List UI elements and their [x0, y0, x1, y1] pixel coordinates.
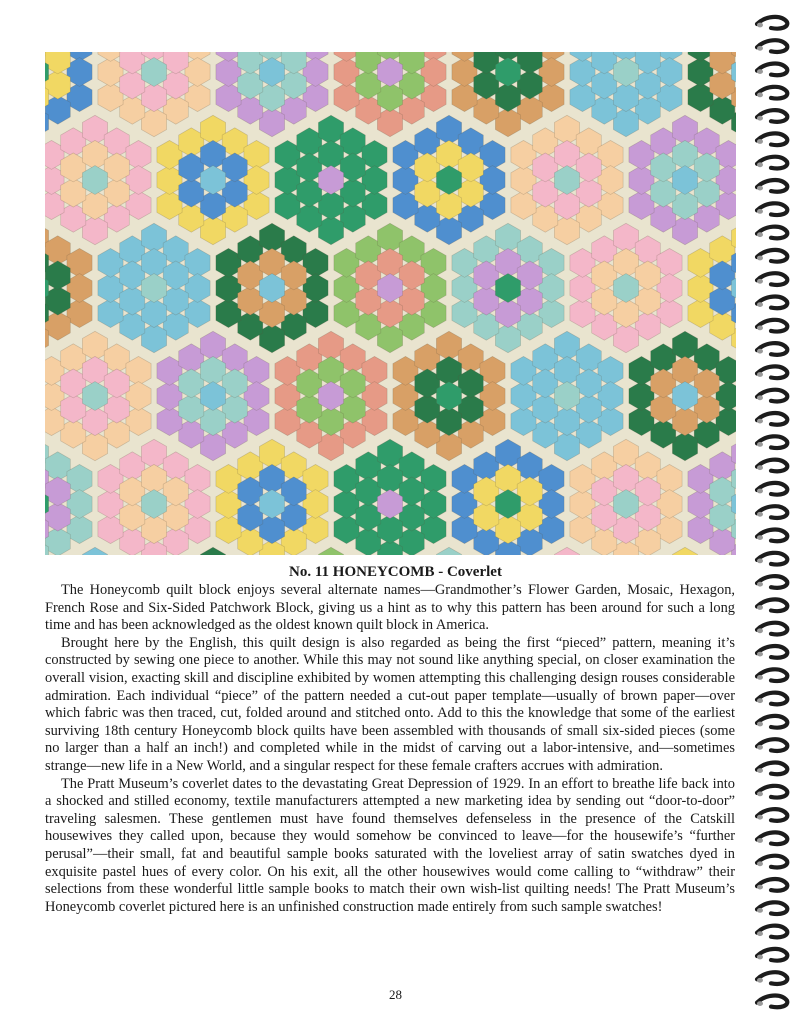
binding-hole: [757, 559, 763, 564]
binding-hole: [757, 372, 763, 377]
binding-hole: [757, 815, 763, 820]
binding-hole: [757, 768, 763, 773]
binding-hole: [757, 978, 763, 983]
binding-hole: [757, 722, 763, 727]
paragraph-history: Brought here by the English, this quilt design is also regarded as being the first “pieced” pattern, meaning it’s constructed by sewing one piece to another. While this may not sound like anything special, on closer examination the overall vision, exacting skill and discipline exhibited by women attempting this challenging design rouses considerable admiration. Each individual “piece” of the pattern needed a cut-out paper template—usually of brown paper—over which fabric was then traced, cut, folded around and stitched onto. Add to this the knowledge that some of the earliest surviving 18th century Honeycomb block quilts have been assembled with thousands of small six-sided pieces (some no larger than a half an inch!) and completed while in the midst of carving out a labor-intensive, and—sometimes strange—new life in a New World, and a singular respect for these female crafters accrues with admiration.: [45, 634, 735, 774]
binding-hole: [757, 93, 763, 98]
binding-hole: [757, 652, 763, 657]
binding-hole: [757, 395, 763, 400]
binding-hole: [757, 675, 763, 680]
article-body: [45, 582, 735, 916]
binding-hole: [757, 465, 763, 470]
binding-hole: [757, 349, 763, 354]
binding-hole: [757, 605, 763, 610]
photo-caption: No. 11 HONEYCOMB - Coverlet: [289, 564, 502, 580]
binding-hole: [757, 232, 763, 237]
page-number: 28: [389, 987, 402, 1002]
binding-hole: [757, 1001, 763, 1006]
binding-hole: [757, 162, 763, 167]
binding-hole: [757, 535, 763, 540]
binding-hole: [757, 931, 763, 936]
binding-hole: [757, 116, 763, 121]
spiral-binding-icon: [751, 0, 791, 1023]
quilt-pattern-image: [45, 52, 736, 555]
honeycomb-quilt-photo: [45, 52, 736, 555]
paragraph-intro: The Honeycomb quilt block enjoys several alternate names—Grandmother’s Flower Garden, Mosaic, Hexagon, French Rose and Six-Sided Patchwork Block, giving us a hint as to why this pattern has been around for such a long time and has been acknowledged as the oldest known quilt block in America.: [45, 582, 735, 634]
spiral-coils: [751, 0, 791, 1023]
binding-hole: [757, 628, 763, 633]
paragraph-museum: The Pratt Museum’s coverlet dates to the devastating Great Depression of 1929. In an effort to breathe life back into a shocked and stilled economy, textile manufacturers attempted a new marketing idea by sending out “door-to-door” traveling salesmen. These gentlemen must have found themselves defenseless in the presence of the Catskill housewives they called upon, because they would somehow be convinced to leave—for the housewife’s “further perusal”—their small, fat and beautiful sample books saturated with the loveliest array of satin swatches dyed in exquisite pastel hues of every color. On his exit, all the other housewives would come calling to “withdraw” their selections from these wonderful little sample books to match their own wish-list quilting needs! The Pratt Museum’s Honeycomb coverlet pictured here is an unfinished construction made entirely from such sample swatches!: [45, 775, 735, 915]
binding-hole: [757, 419, 763, 424]
binding-hole: [757, 838, 763, 843]
binding-hole: [757, 139, 763, 144]
binding-hole: [757, 885, 763, 890]
binding-hole: [757, 792, 763, 797]
binding-hole: [757, 955, 763, 960]
binding-hole: [757, 745, 763, 750]
binding-hole: [757, 279, 763, 284]
binding-hole: [757, 69, 763, 74]
binding-hole: [757, 302, 763, 307]
binding-hole: [757, 861, 763, 866]
binding-hole: [757, 489, 763, 494]
binding-hole: [757, 442, 763, 447]
binding-hole: [757, 326, 763, 331]
binding-hole: [757, 698, 763, 703]
binding-hole: [757, 582, 763, 587]
binding-hole: [757, 908, 763, 913]
binding-hole: [757, 256, 763, 261]
binding-hole: [757, 512, 763, 517]
binding-hole: [757, 23, 763, 28]
binding-hole: [757, 209, 763, 214]
binding-hole: [757, 46, 763, 51]
binding-hole: [757, 186, 763, 191]
